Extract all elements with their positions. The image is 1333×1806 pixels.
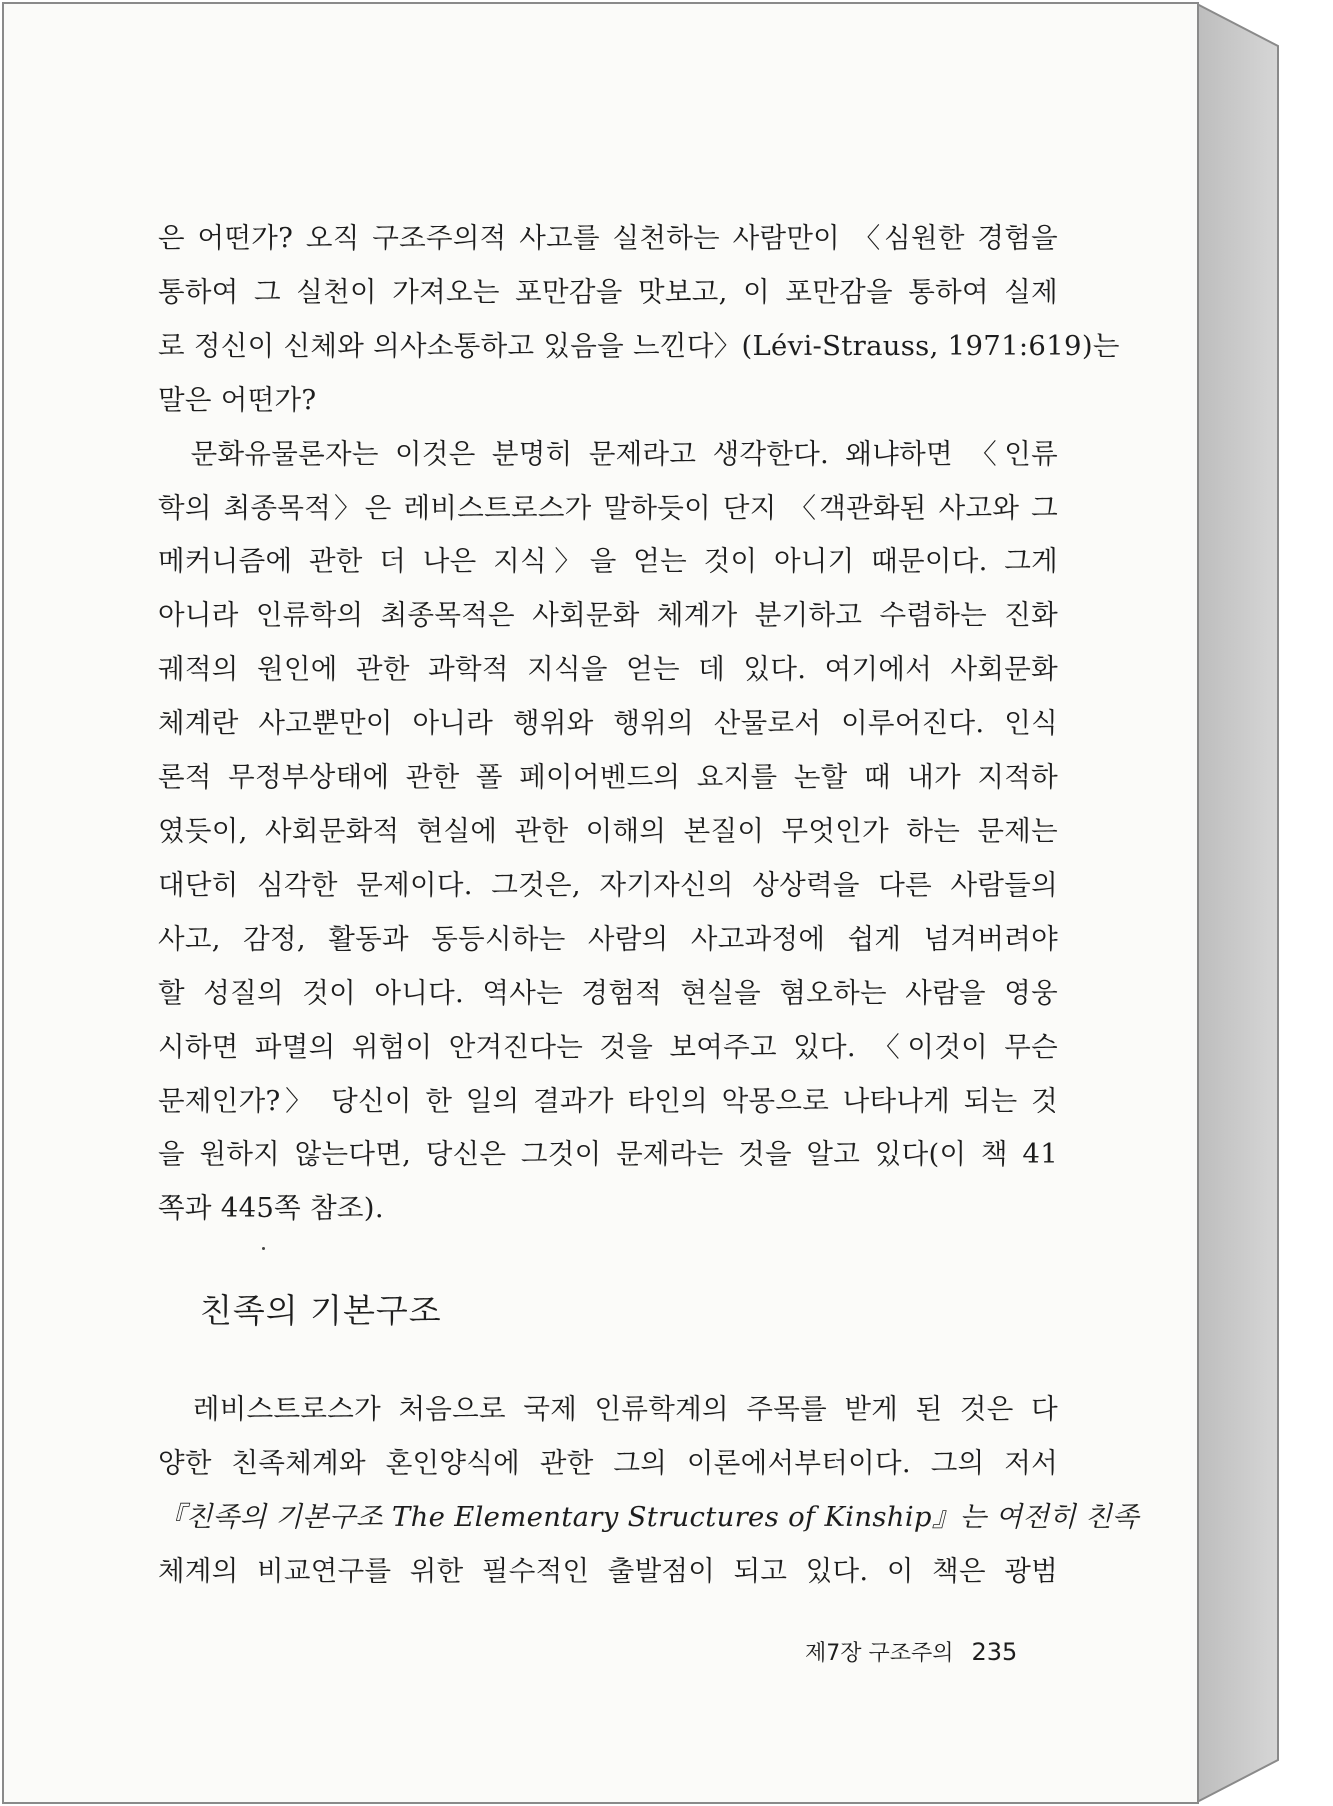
text-line: 사고, 감정, 활동과 동등시하는 사람의 사고과정에 쉽게 넘겨버려야 (158, 922, 1058, 955)
chapter-label: 제7장 구조주의 (805, 1641, 954, 1666)
text-line: 궤적의 원인에 관한 과학적 지식을 얻는 데 있다. 여기에서 사회문화 (158, 653, 1058, 686)
text-line: 을 원하지 않는다면, 당신은 그것이 문제라는 것을 알고 있다(이 책 41 (158, 1138, 1058, 1171)
text-line: 학의 최종목적〉은 레비스트로스가 말하듯이 단지 〈객관화된 사고와 그 (158, 491, 1058, 524)
text-line: 은 어떤가? 오직 구조주의적 사고를 실천하는 사람만이 〈심원한 경험을 (158, 222, 1058, 254)
text-line: 양한 친족체계와 혼인양식에 관한 그의 이론에서부터이다. 그의 저서 (158, 1446, 1058, 1479)
text-line: 문화유물론자는 이것은 분명히 문제라고 생각한다. 왜냐하면 〈인류 (158, 437, 1058, 470)
book-spine (1197, 4, 1278, 1802)
text-line: 쪽과 445쪽 참조). (158, 1192, 384, 1225)
text-line: 레비스트로스가 처음으로 국제 인류학계의 주목를 받게 된 것은 다 (158, 1393, 1058, 1425)
running-footer (805, 1636, 1017, 1667)
text-line: 말은 어떤가? (158, 383, 317, 416)
text-line: 체계란 사고뿐만이 아니라 행위와 행위의 산물로서 이루어진다. 인식 (158, 707, 1058, 740)
paragraph-2 (158, 428, 1058, 1237)
paragraph-3 (158, 1383, 1139, 1599)
body-text-top (158, 212, 1120, 1236)
text-line: 『친족의 기본구조 The Elementary Structures of Kinship』는 여전히 친족 (158, 1500, 1139, 1533)
text-line: 아니라 인류학의 최종목적은 사회문화 체계가 분기하고 수렴하는 진화 (158, 599, 1058, 632)
text-line: 체계의 비교연구를 위한 필수적인 출발점이 되고 있다. 이 책은 광범 (158, 1554, 1058, 1587)
text-line: 대단히 심각한 문제이다. 그것은, 자기자신의 상상력을 다른 사람들의 (158, 868, 1058, 901)
paragraph-1 (158, 212, 1120, 428)
text-line: 론적 무정부상태에 관한 폴 페이어벤드의 요지를 논할 때 내가 지적하 (158, 761, 1058, 794)
text-line: 였듯이, 사회문화적 현실에 관한 이해의 본질이 무엇인가 하는 문제는 (158, 814, 1058, 847)
text-line: 로 정신이 신체와 의사소통하고 있음을 느낀다〉(Lévi-Strauss, 1971:619)는 (158, 329, 1120, 362)
text-line: 문제인가?〉 당신이 한 일의 결과가 타인의 악몽으로 나타나게 되는 것 (158, 1084, 1058, 1117)
text-line: 할 성질의 것이 아니다. 역사는 경험적 현실을 혐오하는 사람을 영웅 (158, 976, 1058, 1009)
text-line: 통하여 그 실천이 가져오는 포만감을 맛보고, 이 포만감을 통하여 실제 (158, 275, 1058, 308)
section-heading: 친족의 기본구조 (200, 1291, 442, 1330)
page-number: 235 (971, 1638, 1018, 1666)
text-line: 메커니즘에 관한 더 나은 지식〉을 얻는 것이 아니기 때문이다. 그게 (158, 545, 1058, 578)
body-text-bottom (158, 1383, 1139, 1599)
speck (262, 1247, 265, 1250)
text-line: 시하면 파멸의 위험이 안겨진다는 것을 보여주고 있다. 〈이것이 무슨 (158, 1030, 1058, 1063)
